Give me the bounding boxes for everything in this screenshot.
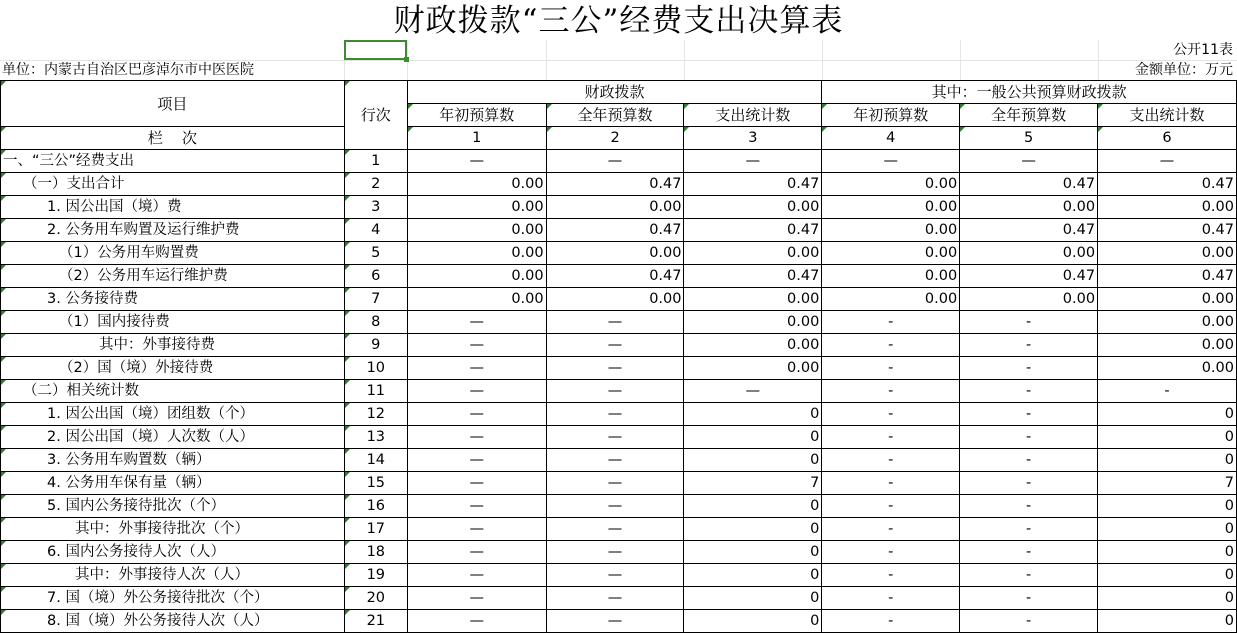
value-cell-col-5: - [960,541,1098,564]
table-row [1,150,1237,173]
value-cell-col-5: - [960,472,1098,495]
value-cell-col-4: - [822,587,960,610]
col-num-5: 5 [960,127,1098,150]
value-cell-col-2: 0.00 [546,288,684,311]
row-item-name: 4. 公务用车保有量（辆） [1,472,345,495]
value-cell-col-6: 0.47 [1098,173,1237,196]
table-row [1,403,1237,426]
value-cell-col-5: 0.47 [960,265,1098,288]
value-cell-col-2: 0.00 [546,242,684,265]
value-cell-col-3: 0.00 [684,196,822,219]
value-cell-col-5: - [960,403,1098,426]
value-cell-col-5: - [960,334,1098,357]
table-row [1,219,1237,242]
value-cell-col-2: — [546,403,684,426]
value-cell-col-2: — [546,334,684,357]
row-number: 3 [344,196,407,219]
col-num-6: 6 [1098,127,1237,150]
value-cell-col-5: - [960,426,1098,449]
value-cell-col-1: 0.00 [407,196,546,219]
header-col-1: 年初预算数 [407,104,546,127]
header-row-no: 行次 [344,81,407,150]
value-cell-col-4: - [822,311,960,334]
table-row [1,173,1237,196]
value-cell-col-5: 0.47 [960,173,1098,196]
table-row [1,334,1237,357]
value-cell-col-1: — [407,587,546,610]
row-number: 19 [344,564,407,587]
table-row [1,541,1237,564]
value-cell-col-6: 0 [1098,426,1237,449]
row-number: 7 [344,288,407,311]
value-cell-col-3: 0 [684,610,822,633]
value-cell-col-2: — [546,426,684,449]
value-cell-col-1: — [407,449,546,472]
value-cell-col-5: - [960,495,1098,518]
value-cell-col-1: 0.00 [407,288,546,311]
value-cell-col-4: - [822,564,960,587]
row-number: 6 [344,265,407,288]
value-cell-col-2: — [546,587,684,610]
value-cell-col-1: — [407,380,546,403]
row-number: 9 [344,334,407,357]
row-item-name: 其中：外事接待批次（个） [1,518,345,541]
value-cell-col-3: 0.00 [684,334,822,357]
row-item-name: （2）公务用车运行维护费 [1,265,345,288]
value-cell-col-3: 0 [684,403,822,426]
value-cell-col-6: — [1098,150,1237,173]
header-item: 项目 [1,81,345,127]
value-cell-col-6: 0.00 [1098,334,1237,357]
value-cell-col-2: — [546,495,684,518]
row-number: 20 [344,587,407,610]
value-cell-col-1: — [407,472,546,495]
value-cell-col-3: 0.00 [684,311,822,334]
page-title: 财政拨款“三公”经费支出决算表 [393,3,844,39]
table-row [1,564,1237,587]
table-id: 公开11表 [1173,42,1233,58]
row-number: 1 [344,150,407,173]
row-item-name: 其中：外事接待费 [1,334,345,357]
value-cell-col-3: 0.00 [684,242,822,265]
header-col-label: 栏 次 [1,127,345,150]
value-cell-col-4: - [822,357,960,380]
value-cell-col-5: - [960,311,1098,334]
value-cell-col-1: — [407,334,546,357]
table-row [1,311,1237,334]
value-cell-col-5: — [960,150,1098,173]
value-cell-col-3: 0 [684,426,822,449]
value-cell-col-2: — [546,311,684,334]
unit-label: 单位：内蒙古自治区巴彦淖尔市中医医院 [2,62,254,78]
value-cell-col-4: - [822,380,960,403]
value-cell-col-6: 0.00 [1098,242,1237,265]
row-item-name: 1. 因公出国（境）团组数（个） [1,403,345,426]
row-number: 21 [344,610,407,633]
value-cell-col-2: — [546,564,684,587]
value-cell-col-5: - [960,357,1098,380]
row-number: 8 [344,311,407,334]
row-item-name: 7. 国（境）外公务接待批次（个） [1,587,345,610]
row-number: 13 [344,426,407,449]
row-number: 17 [344,518,407,541]
value-cell-col-6: 0 [1098,541,1237,564]
table-row [1,587,1237,610]
value-cell-col-3: 0 [684,495,822,518]
value-cell-col-1: 0.00 [407,219,546,242]
table-row [1,242,1237,265]
value-cell-col-3: 0.00 [684,288,822,311]
value-cell-col-3: 0.47 [684,219,822,242]
row-item-name: （一）支出合计 [1,173,345,196]
value-cell-col-6: 0 [1098,518,1237,541]
value-cell-col-6: 0 [1098,610,1237,633]
value-cell-col-6: 0.00 [1098,357,1237,380]
value-cell-col-1: — [407,357,546,380]
row-item-name: 1. 因公出国（境）费 [1,196,345,219]
selected-cell[interactable] [344,40,407,60]
table-row [1,518,1237,541]
value-cell-col-5: - [960,610,1098,633]
expense-table [0,80,1237,633]
value-cell-col-5: - [960,587,1098,610]
row-item-name: （二）相关统计数 [1,380,345,403]
header-col-6: 支出统计数 [1098,104,1237,127]
value-cell-col-1: 0.00 [407,242,546,265]
table-row [1,610,1237,633]
value-cell-col-2: — [546,380,684,403]
table-row [1,449,1237,472]
value-cell-col-6: - [1098,380,1237,403]
value-cell-col-3: — [684,380,822,403]
value-cell-col-3: 7 [684,472,822,495]
value-cell-col-1: — [407,150,546,173]
value-cell-col-2: — [546,357,684,380]
table-row [1,426,1237,449]
value-cell-col-4: - [822,472,960,495]
value-cell-col-1: 0.00 [407,265,546,288]
value-cell-col-3: 0.00 [684,357,822,380]
header-col-5: 全年预算数 [960,104,1098,127]
value-cell-col-2: 0.47 [546,219,684,242]
value-cell-col-1: — [407,564,546,587]
col-num-2: 2 [546,127,684,150]
row-number: 5 [344,242,407,265]
row-number: 12 [344,403,407,426]
value-cell-col-4: 0.00 [822,219,960,242]
value-cell-col-6: 0.47 [1098,265,1237,288]
row-number: 4 [344,219,407,242]
value-cell-col-6: 0 [1098,403,1237,426]
row-item-name: 2. 公务用车购置及运行维护费 [1,219,345,242]
value-cell-col-2: — [546,518,684,541]
value-cell-col-4: - [822,610,960,633]
value-cell-col-3: 0 [684,449,822,472]
row-number: 15 [344,472,407,495]
value-cell-col-1: — [407,426,546,449]
value-cell-col-3: — [684,150,822,173]
value-cell-col-6: 0.00 [1098,288,1237,311]
value-cell-col-2: — [546,150,684,173]
value-cell-col-4: 0.00 [822,173,960,196]
value-cell-col-2: — [546,541,684,564]
row-item-name: 其中：外事接待人次（人） [1,564,345,587]
value-cell-col-5: - [960,380,1098,403]
row-number: 16 [344,495,407,518]
value-cell-col-5: - [960,518,1098,541]
row-number: 10 [344,357,407,380]
col-num-1: 1 [407,127,546,150]
value-cell-col-4: - [822,541,960,564]
table-row [1,265,1237,288]
value-cell-col-4: — [822,150,960,173]
value-cell-col-4: - [822,518,960,541]
value-cell-col-2: 0.00 [546,196,684,219]
value-cell-col-1: — [407,495,546,518]
header-group-fiscal: 财政拨款 [407,81,822,104]
value-cell-col-2: — [546,449,684,472]
value-cell-col-2: — [546,610,684,633]
value-cell-col-5: 0.47 [960,219,1098,242]
value-cell-col-1: — [407,610,546,633]
value-cell-col-3: 0.47 [684,265,822,288]
value-cell-col-4: - [822,334,960,357]
header-col-2: 全年预算数 [546,104,684,127]
value-cell-col-4: - [822,449,960,472]
value-cell-col-6: 0 [1098,495,1237,518]
value-cell-col-2: 0.47 [546,173,684,196]
value-cell-col-5: 0.00 [960,242,1098,265]
value-cell-col-5: - [960,449,1098,472]
table-row [1,472,1237,495]
value-cell-col-4: - [822,403,960,426]
value-cell-col-5: - [960,564,1098,587]
row-item-name: （1）公务用车购置费 [1,242,345,265]
row-number: 11 [344,380,407,403]
row-item-name: 一、“三公”经费支出 [1,150,345,173]
table-row [1,495,1237,518]
row-item-name: 5. 国内公务接待批次（个） [1,495,345,518]
row-number: 14 [344,449,407,472]
row-number: 2 [344,173,407,196]
value-cell-col-3: 0 [684,541,822,564]
value-cell-col-5: 0.00 [960,288,1098,311]
value-cell-col-3: 0 [684,518,822,541]
value-cell-col-1: — [407,403,546,426]
value-cell-col-6: 0 [1098,587,1237,610]
value-cell-col-4: 0.00 [822,242,960,265]
row-item-name: 2. 因公出国（境）人次数（人） [1,426,345,449]
value-cell-col-4: - [822,426,960,449]
row-item-name: 3. 公务用车购置数（辆） [1,449,345,472]
col-num-4: 4 [822,127,960,150]
table-row [1,357,1237,380]
value-cell-col-6: 0.47 [1098,219,1237,242]
row-item-name: （2）国（境）外接待费 [1,357,345,380]
header-col-4: 年初预算数 [822,104,960,127]
value-cell-col-3: 0 [684,587,822,610]
col-num-3: 3 [684,127,822,150]
value-cell-col-1: — [407,311,546,334]
value-cell-col-6: 0.00 [1098,196,1237,219]
value-cell-col-5: 0.00 [960,196,1098,219]
value-cell-col-4: 0.00 [822,196,960,219]
table-row [1,380,1237,403]
value-cell-col-4: 0.00 [822,265,960,288]
value-cell-col-6: 0 [1098,449,1237,472]
row-number: 18 [344,541,407,564]
value-cell-col-2: 0.47 [546,265,684,288]
header-group-general: 其中：一般公共预算财政拨款 [822,81,1237,104]
row-item-name: 3. 公务接待费 [1,288,345,311]
value-cell-col-6: 0.00 [1098,311,1237,334]
value-cell-col-1: 0.00 [407,173,546,196]
value-cell-col-2: — [546,472,684,495]
table-row [1,288,1237,311]
value-cell-col-4: - [822,495,960,518]
row-item-name: （1）国内接待费 [1,311,345,334]
value-cell-col-6: 7 [1098,472,1237,495]
value-cell-col-6: 0 [1098,564,1237,587]
value-cell-col-1: — [407,541,546,564]
table-row [1,196,1237,219]
amount-unit: 金额单位：万元 [1135,62,1233,78]
value-cell-col-1: — [407,518,546,541]
value-cell-col-3: 0.47 [684,173,822,196]
value-cell-col-3: 0 [684,564,822,587]
value-cell-col-4: 0.00 [822,288,960,311]
row-item-name: 6. 国内公务接待人次（人） [1,541,345,564]
row-item-name: 8. 国（境）外公务接待人次（人） [1,610,345,633]
header-col-3: 支出统计数 [684,104,822,127]
table-body [1,150,1237,633]
